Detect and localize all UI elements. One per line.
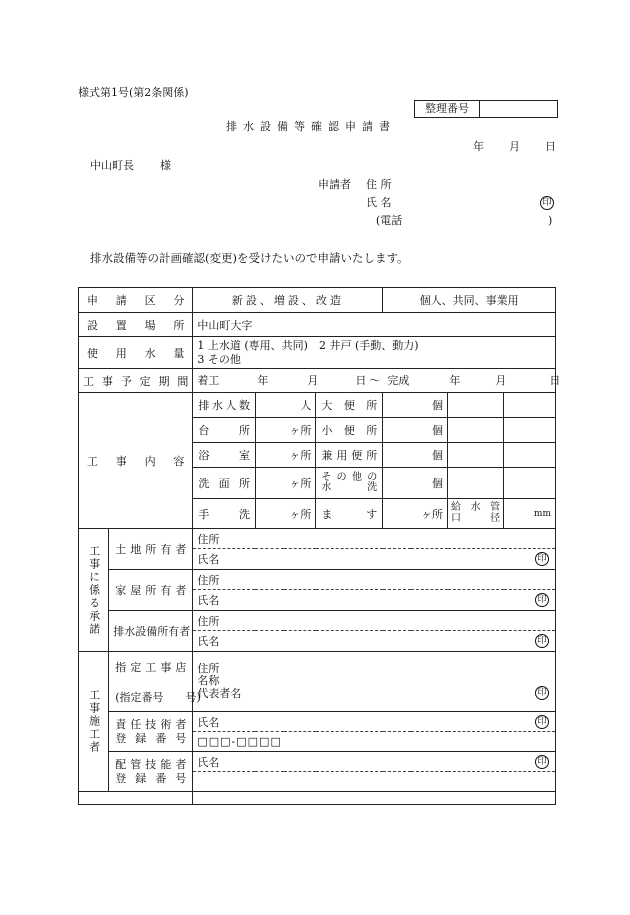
work-unit-washroom: ヶ所 — [284, 468, 316, 499]
phone-open: (電話 — [376, 214, 403, 227]
schedule-year: 年 — [257, 374, 269, 387]
contractor-designated-no: (指定番号 号) — [115, 690, 201, 704]
schedule-month2: 月 — [495, 374, 507, 387]
plumber-reg-value[interactable] — [193, 772, 556, 792]
schedule-day: 日 — [355, 374, 367, 387]
consent-land-address[interactable]: 住所 — [193, 529, 556, 549]
schedule-year2: 年 — [449, 374, 461, 387]
schedule-day2: 日 — [549, 374, 561, 387]
applicant-name-label: 氏 名 — [366, 196, 392, 209]
work-input-bathroom[interactable] — [255, 443, 283, 468]
plumber-reg-title: 登録番号 — [115, 771, 187, 785]
seal-icon: 印 — [535, 552, 549, 566]
plumber-name-label: 氏名 — [197, 755, 220, 769]
work-input-drain-people[interactable] — [255, 393, 283, 418]
application-user-options[interactable]: 個人、共同、事業用 — [383, 288, 556, 313]
schedule-start: 着工 — [197, 374, 220, 387]
water-usage-value[interactable] — [193, 337, 556, 369]
work-row-1 — [79, 393, 556, 418]
work-item-urinal: 小便所 — [316, 418, 383, 443]
consent-drain-address-row — [79, 611, 556, 631]
form-number: 様式第1号(第2条関係) — [78, 86, 189, 99]
date-year: 年 — [473, 140, 484, 153]
work-unit-urinal: 個 — [383, 418, 448, 443]
label-water-usage: 使用水量 — [79, 337, 193, 369]
engineer-reg-boxes[interactable]: □□□-□□□□ — [193, 732, 556, 752]
addressee-name: 中山町長 — [90, 159, 134, 172]
work-item-bathroom: 浴室 — [193, 443, 256, 468]
consent-land-name-label: 氏名 — [197, 553, 220, 566]
work-input-washroom[interactable] — [255, 468, 283, 499]
label-work-contents: 工事内容 — [79, 393, 193, 529]
row-schedule — [79, 369, 556, 393]
consent-house-address-row — [79, 570, 556, 590]
consent-house-owner: 家屋所有者 — [109, 570, 193, 611]
consent-land-owner: 土地所有者 — [109, 529, 193, 570]
work-unit-toilet-large: 個 — [383, 393, 448, 418]
footer-row — [79, 792, 556, 805]
water-usage-line1: 1 上水道 (専用、共同) 2 井戸 (手動、動力) — [197, 339, 419, 353]
row-application-type — [79, 288, 556, 313]
work-extra-2b[interactable] — [504, 418, 556, 443]
seiri-value[interactable] — [480, 101, 557, 117]
work-unit-other-flush: 個 — [383, 468, 448, 499]
consent-drain-name-label: 氏名 — [197, 635, 220, 648]
work-unit-kitchen: ヶ所 — [284, 418, 316, 443]
location-value[interactable]: 中山町大字 — [193, 313, 556, 337]
work-extra-4b[interactable] — [504, 468, 556, 499]
application-form-table — [78, 287, 561, 805]
engineer-name-label: 氏名 — [197, 715, 220, 729]
supply-pipe-line2: 口径 — [451, 512, 501, 524]
footer-left — [79, 792, 193, 805]
schedule-month: 月 — [307, 374, 319, 387]
consent-house-address[interactable]: 住所 — [193, 570, 556, 590]
work-item-supply-pipe — [448, 499, 504, 529]
consent-drain-name[interactable] — [193, 631, 556, 652]
schedule-end: 完成 — [387, 374, 410, 387]
label-contractor: 工事施工者 — [79, 652, 109, 792]
seal-icon: 印 — [535, 686, 549, 700]
work-item-other-flush-line1: その他の — [321, 471, 378, 483]
row-location — [79, 313, 556, 337]
contractor-address-label: 住所 — [197, 661, 220, 675]
work-item-kitchen: 台所 — [193, 418, 256, 443]
consent-house-name-label: 氏名 — [197, 594, 220, 607]
work-extra-1b[interactable] — [504, 393, 556, 418]
engineer-title: 責任技術者 — [115, 717, 187, 731]
work-extra-3a[interactable] — [448, 443, 504, 468]
work-unit-people: 人 — [284, 393, 316, 418]
contractor-plumber — [109, 752, 193, 792]
engineer-reg-title: 登録番号 — [115, 731, 187, 745]
contractor-engineer — [109, 712, 193, 752]
label-location: 設置場所 — [79, 313, 193, 337]
applicant-label: 申請者 — [318, 178, 351, 191]
seal-icon: 印 — [535, 593, 549, 607]
plumber-name-row — [79, 752, 556, 772]
work-unit-bathroom: ヶ所 — [284, 443, 316, 468]
work-item-shared-toilet: 兼用便所 — [316, 443, 383, 468]
seal-icon: 印 — [535, 755, 549, 769]
seiri-box — [414, 100, 558, 118]
intro-text: 排水設備等の計画確認(変更)を受けたいので申請いたします。 — [90, 251, 409, 265]
consent-drain-address[interactable]: 住所 — [193, 611, 556, 631]
work-item-toilet-large: 大便所 — [316, 393, 383, 418]
contractor-designated-row — [79, 652, 556, 712]
consent-land-address-row — [79, 529, 556, 549]
contractor-company-label: 名称 — [197, 674, 220, 688]
supply-pipe-line1: 給水管 — [451, 502, 501, 513]
work-extra-4a[interactable] — [448, 468, 504, 499]
schedule-value[interactable] — [193, 369, 561, 393]
engineer-name[interactable] — [193, 712, 556, 732]
contractor-company-info[interactable] — [193, 652, 556, 712]
application-type-options[interactable]: 新設、増設、改造 — [193, 288, 383, 313]
seal-icon: 印 — [535, 634, 549, 648]
work-unit-basin: ヶ所 — [383, 499, 448, 529]
work-extra-3b[interactable] — [504, 443, 556, 468]
date-month: 月 — [509, 140, 520, 153]
footer-right[interactable] — [193, 792, 556, 805]
contractor-rep-label: 代表者名 — [197, 686, 242, 700]
page-title: 排水設備等確認申請書 — [226, 120, 396, 133]
plumber-name[interactable] — [193, 752, 556, 772]
label-consent: 工事に係る承諾 — [79, 529, 109, 652]
work-unit-handwash: ヶ所 — [284, 499, 316, 529]
schedule-tilde: 〜 — [369, 374, 381, 387]
phone-close: ) — [548, 214, 553, 227]
work-item-washroom: 洗面所 — [193, 468, 256, 499]
date-day: 日 — [545, 140, 556, 153]
consent-house-name[interactable] — [193, 590, 556, 611]
applicant-address-label: 住 所 — [366, 178, 392, 191]
plumber-title: 配管技能者 — [115, 757, 187, 771]
work-item-other-flush-line2: 水洗 — [321, 482, 378, 493]
seal-icon: 印 — [540, 196, 554, 210]
consent-land-name[interactable] — [193, 549, 556, 570]
label-schedule: 工事予定期間 — [79, 369, 193, 393]
work-item-handwash: 手洗 — [193, 499, 256, 529]
work-extra-1a[interactable] — [448, 393, 504, 418]
addressee-sama: 様 — [160, 159, 171, 172]
water-usage-line2: 3 その他 — [197, 352, 241, 366]
contractor-designated-title: 指定工事店 — [115, 660, 187, 674]
seiri-label: 整理番号 — [415, 101, 480, 117]
engineer-name-row — [79, 712, 556, 732]
supply-pipe-unit[interactable]: mm — [504, 499, 556, 529]
consent-drain-owner: 排水設備所有者 — [109, 611, 193, 652]
work-unit-shared-toilet: 個 — [383, 443, 448, 468]
row-water-usage — [79, 337, 556, 369]
seal-icon: 印 — [535, 715, 549, 729]
work-extra-2a[interactable] — [448, 418, 504, 443]
work-item-other-flush — [316, 468, 383, 499]
label-application-type: 申請区分 — [79, 288, 193, 313]
work-input-handwash[interactable] — [255, 499, 283, 529]
contractor-designated — [109, 652, 201, 712]
work-item-drain-people: 排水人数 — [193, 393, 256, 418]
work-input-kitchen[interactable] — [255, 418, 283, 443]
work-item-basin: ます — [316, 499, 383, 529]
